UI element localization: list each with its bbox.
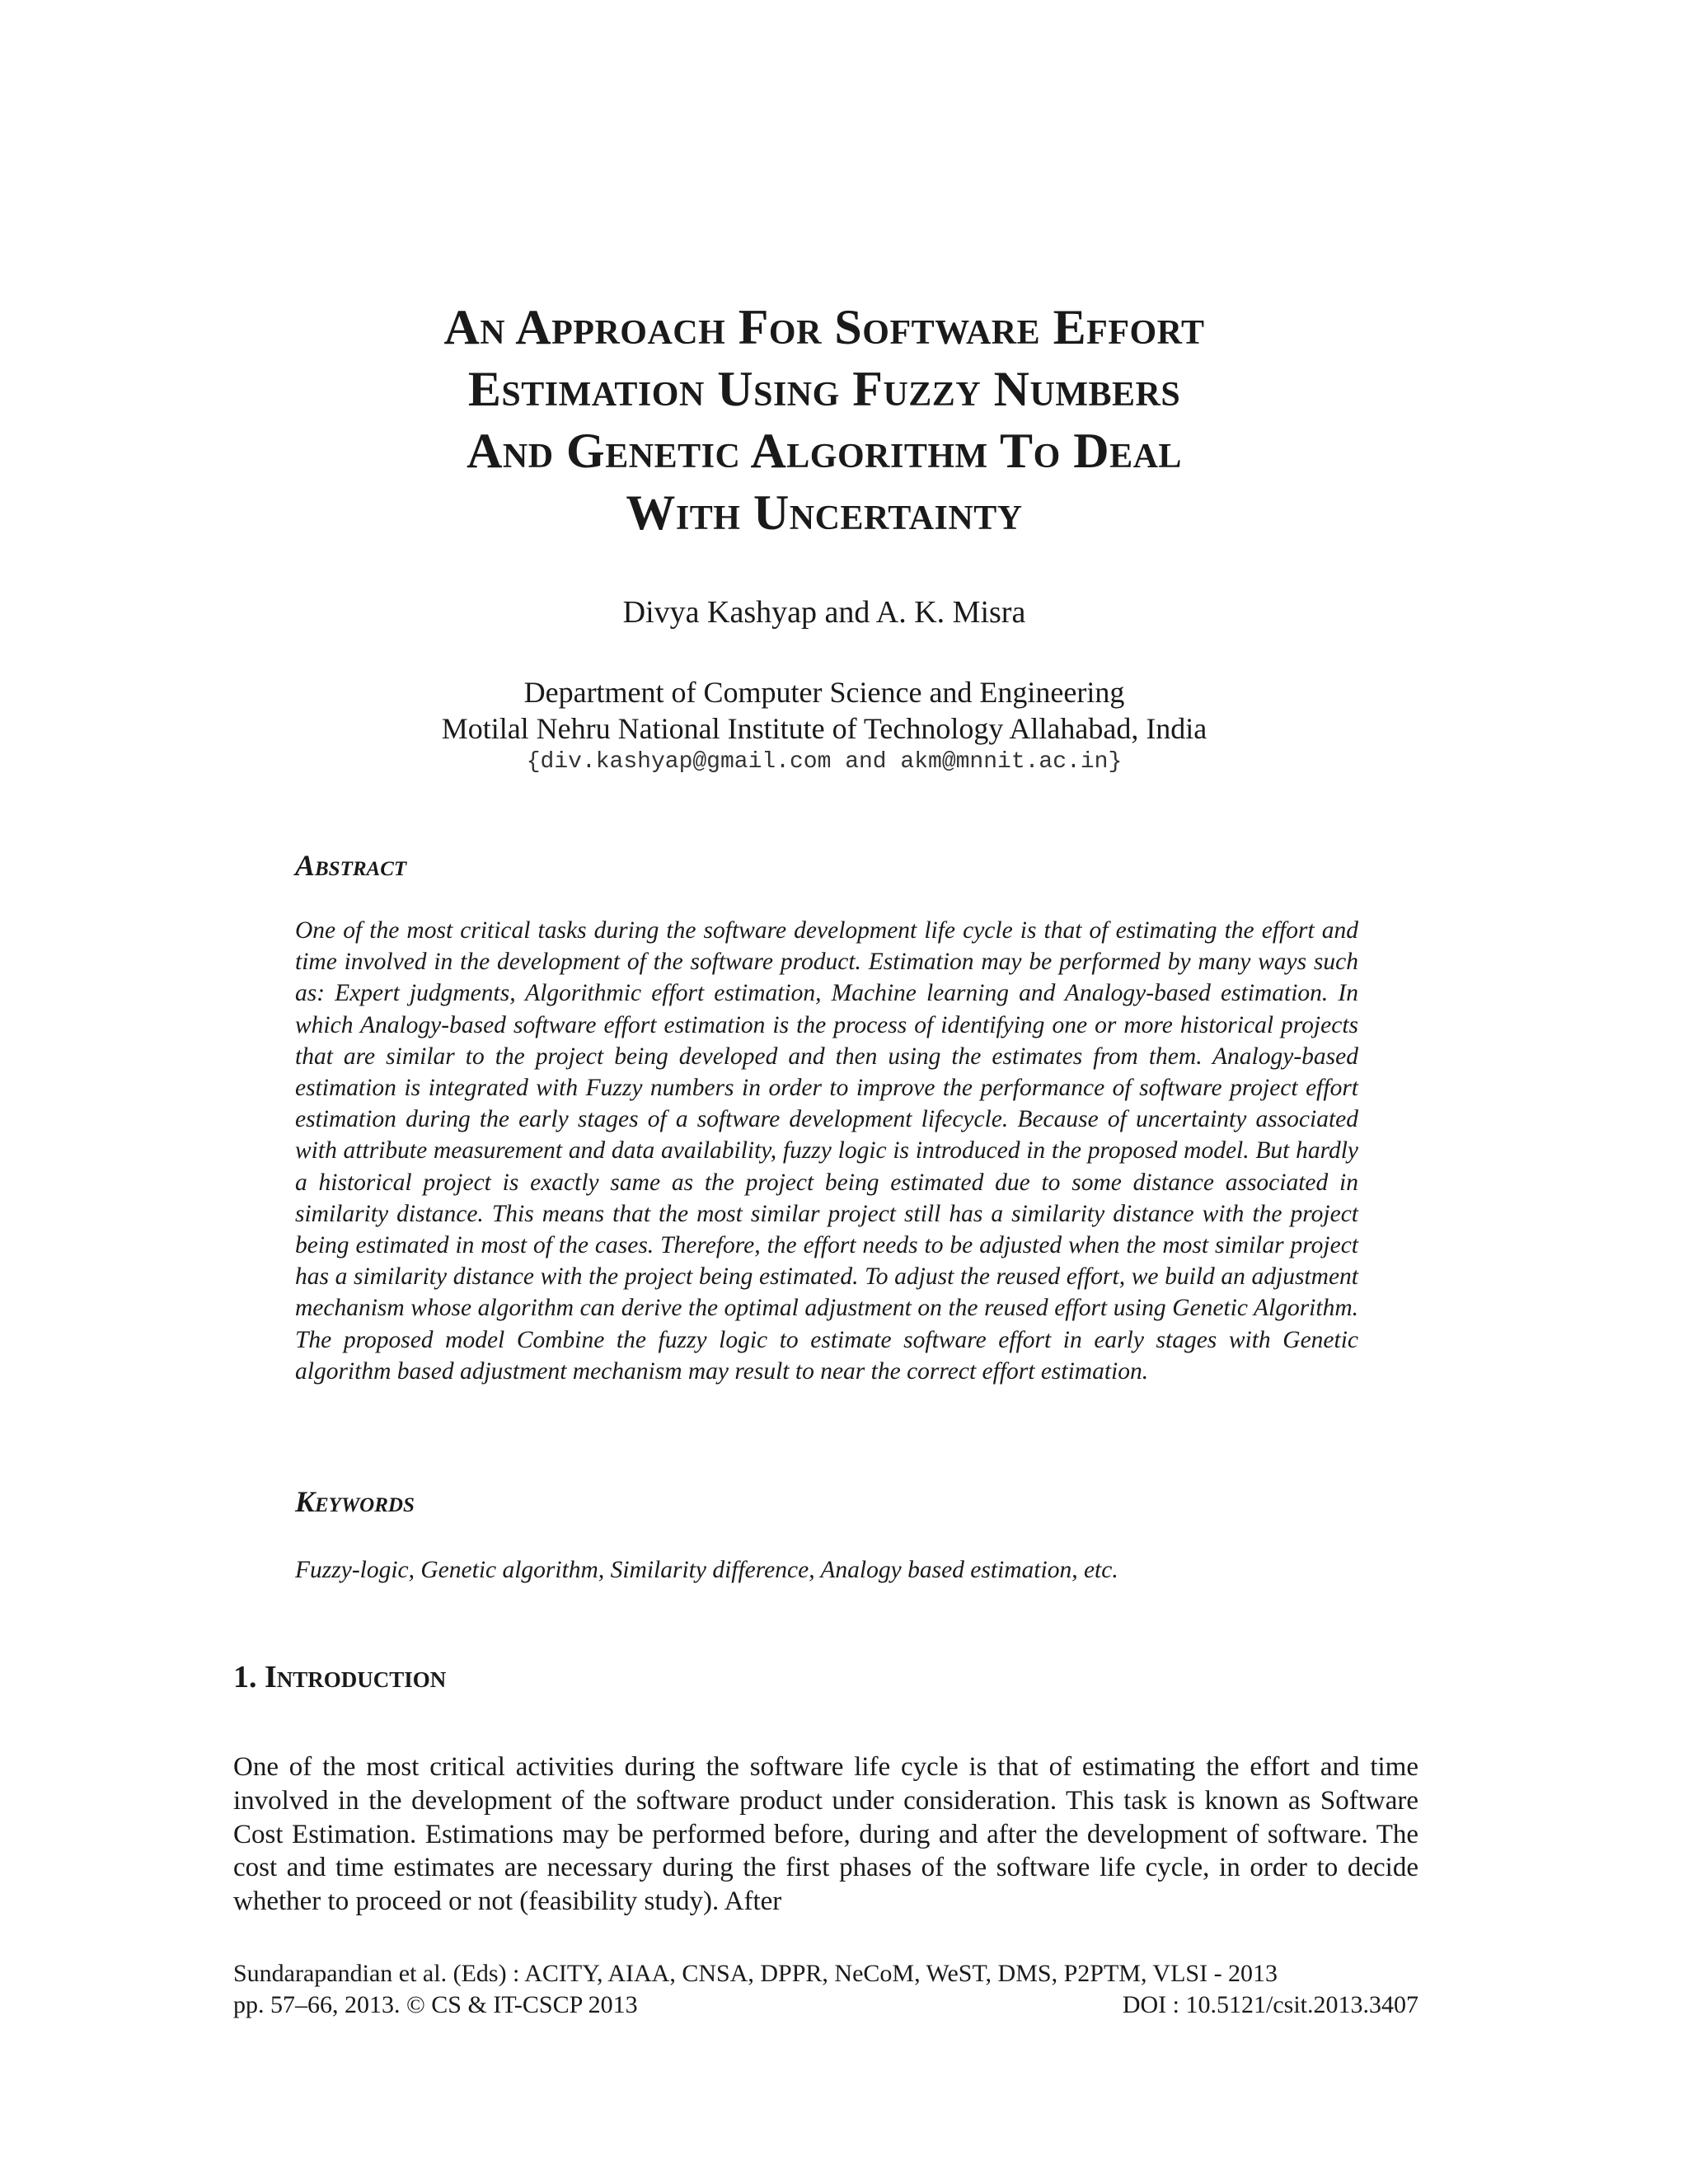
page-footer: [233, 1958, 1418, 2021]
introduction-text: One of the most critical activities during the software life cycle is that of estimating the effort and time involved in the development of the software product under consideration. This task is known as Software Cost Estimation. Estimations may be performed before, during and after the development of software. The cost and time estimates are necessary during the first phases of the software life cycle, in order to decide whether to proceed or not (feasibility study). After: [233, 1752, 1418, 1917]
footer-row: [233, 1990, 1418, 2021]
department: Department of Computer Science and Engineering: [523, 676, 1125, 709]
authors: Divya Kashyap and A. K. Misra: [622, 595, 1026, 630]
introduction-heading: 1. Introduction: [233, 1660, 447, 1694]
footer-doi: DOI : 10.5121/csit.2013.3407: [1122, 1991, 1418, 2018]
keywords-heading: Keywords: [295, 1485, 415, 1518]
institute: Motilal Nehru National Institute of Technology Allahabad, India: [441, 712, 1207, 745]
keywords-text: Fuzzy-logic, Genetic algorithm, Similarity difference, Analogy based estimation, etc.: [295, 1557, 1118, 1583]
title-line: And Genetic Algorithm To Deal: [467, 424, 1182, 478]
affiliation: [247, 674, 1401, 747]
title-line: With Uncertainty: [626, 485, 1023, 540]
author-emails: {div.kashyap@gmail.com and akm@mnnit.ac.in}: [526, 749, 1123, 775]
abstract-heading: Abstract: [295, 849, 407, 882]
footer-proceedings: Sundarapandian et al. (Eds) : ACITY, AIAA, CNSA, DPPR, NeCoM, WeST, DMS, P2PTM, VLSI - 2013: [233, 1960, 1278, 1987]
footer-pages: pp. 57–66, 2013. © CS & IT-CSCP 2013: [233, 1991, 638, 2018]
title-line: An Approach For Software Effort: [443, 300, 1205, 354]
paper-title: [247, 297, 1401, 544]
abstract-text: One of the most critical tasks during the software development life cycle is that of estimating the effort and time involved in the development of the software product. Estimation may be performed by many ways such as: Expert judgments, Algorithmic effort estimation, Machine learning and Analogy-based estimation. In which Analogy-based software effort estimation is the process of identifying one or more historical projects that are similar to the project being developed and then using the estimates from them. Analogy-based estimation is integrated with Fuzzy numbers in order to improve the performance of software project effort estimation during the early stages of a software development lifecycle. Because of uncertainty associated with attribute measurement and data availability, fuzzy logic is introduced in the proposed model. But hardly a historical project is exactly same as the project being estimated due to some distance associated in similarity distance. This means that the most similar project still has a similarity distance with the project being estimated in most of the cases. Therefore, the effort needs to be adjusted when the most similar project has a similarity distance with the project being estimated. To adjust the reused effort, we build an adjustment mechanism whose algorithm can derive the optimal adjustment on the reused effort using Genetic Algorithm. The proposed model Combine the fuzzy logic to estimate software effort in early stages with Genetic algorithm based adjustment mechanism may result to near the correct effort estimation.: [295, 917, 1358, 1385]
title-line: Estimation Using Fuzzy Numbers: [467, 362, 1181, 416]
